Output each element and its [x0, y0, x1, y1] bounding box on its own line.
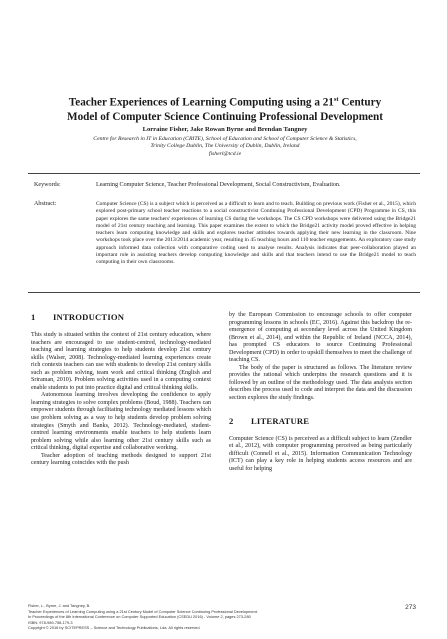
section-number: 1 — [31, 312, 36, 322]
divider-top — [28, 173, 420, 174]
intro-paragraph-continued: by the European Commission to encourage schools to offer computer programming lessons in schools (EC, 2016). Against this backdrop the re-emergence of computing at secondary level across the United Kingdom (Brown et al., 2014), and within the Republic of Ireland (NCCA, 2014), has prompted CS educators to source Continuing Professional Development (CPD) in order to upskill themselves to meet the challenge of teaching CS. — [229, 312, 412, 364]
right-column — [229, 312, 412, 473]
paper-title — [40, 93, 410, 124]
intro-paragraph-1: This study is situated within the context of 21st century education, where teachers are encouraged to use student-centred, technology-mediated teaching and learning strategies to help students develop 21st century skills (Walser, 2008). Technology-mediated learning experiences create rich contexts teachers can use with students to develop 21st century skills such as problem solving, team work and critical thinking (English and Sriraman, 2010). Problem solving activities used in a computing context enable students to put into practice digital and critical thinking skills. — [31, 332, 211, 391]
abstract-text: Computer Science (CS) is a subject which is perceived as a difficult to learn and to teach. Building on previous work (Fisher et al., 2015), which explored post-primary school teacher reactions to a social constructivist Continuing Professional Development (CPD) Programme in CS, this paper explores the same teachers' experiences of learning CS during the workshops. The CS CPD workshops were delivered using the Bridge21 model of 21st century teaching and learning. This paper examines the extent to which the Bridge21 activity model proved effective in helping teachers learn computing knowledge and skills and explores teacher attitudes towards applying their new learning in the classroom. Nine workshops took place over the 2013/2014 academic year, resulting in 45 teaching hours and 110 teacher engagements. An exploratory case study approach informed data collection with comparative coding used to analyse results. Analysis indicates that peer-collaboration played an important role in assisting teachers develop computing knowledge and skills and that teachers intend to use the Bridge21 model to teach computing in their own classrooms. — [96, 201, 416, 265]
citation-footer — [28, 603, 358, 631]
affiliation-line1: Centre for Research in IT in Education (CRITE), School of Education and School of Computer Science & Statistics, — [93, 136, 357, 142]
intro-paragraph-3: Teacher adoption of teaching methods designed to support 21st century learning coincides with the push — [31, 452, 211, 467]
footer-line-5: Copyright © 2016 by SCITEPRESS – Science and Technology Publications, Lda. All rights reserved — [28, 625, 200, 631]
abstract-label: Abstract: — [34, 201, 57, 207]
authors: Lorraine Fisher, Jake Rowan Byrne and Brendan Tangney — [142, 126, 308, 133]
divider-bottom — [28, 292, 420, 293]
title-line1-sup: st — [333, 96, 339, 103]
footer-line-4: ISBN: 978-989-758-179-3 — [28, 619, 73, 625]
literature-paragraph-1: Computer Science (CS) is perceived as a difficult subject to learn (Zendler et al., 2012), with computer programming perceived as being particularly difficult (Connell et al., 2015). Information Communication Technology (ICT) can play a key role in helping students access resources and are useful for helping — [229, 435, 412, 472]
title-line2: Model of Computer Science Continuing Professional Development — [67, 110, 383, 123]
section-number: 2 — [229, 415, 234, 426]
keywords-label: Keywords: — [34, 182, 61, 188]
keywords-text: Learning Computer Science, Teacher Professional Development, Social Constructivism, Evaluation. — [96, 182, 341, 188]
author-email: fisherl@tcd.ie — [208, 150, 242, 157]
footer-line-1: Fisher, L., Byrne, J. and Tangney, B. — [28, 603, 91, 608]
section-title: LITERATURE — [251, 415, 310, 426]
footer-line-3: In Proceedings of the 8th International Conference on Computer Supported Education (CSEDU 2016) - Volume 2, pages 273-280 — [28, 614, 251, 620]
footer-line-2: Teacher Experiences of Learning Computing using a 21st Century Model of Computer Science Continuing Professional Development. — [28, 608, 258, 614]
title-line1-b: Century — [338, 96, 382, 109]
section-title: INTRODUCTION — [53, 312, 125, 322]
affiliation — [30, 136, 420, 158]
left-column — [31, 312, 211, 468]
section-heading-introduction — [31, 312, 211, 322]
intro-paragraph-structure: The body of the paper is structured as follows. The literature review provides the rational which underpins the research questions and it is followed by an outline of the methodology used. The data analysis section describes the process used to code and interpret the data and the discussion section explores the study findings. — [229, 364, 412, 402]
title-line1-a: Teacher Experiences of Learning Computing using a 21 — [68, 96, 334, 109]
page-number: 273 — [405, 604, 416, 611]
section-heading-literature — [229, 416, 412, 426]
intro-paragraph-2: Autonomous learning involves developing the confidence to apply learning strategies to solve complex problems (Boud, 1988). Teachers can empower students through facilitating technology mediated lessons which use problem solving as a way to help students develop problem solving strategies (Smyth and Banks, 2012). Technology-mediated, student-centred learning environments enable teachers to help students learn problem solving while also learning other 21st century skills such as critical thinking, digital expertise and collaborative working. — [31, 392, 211, 452]
affiliation-line2: Trinity College Dublin, The University of Dublin, Dublin, Ireland — [150, 143, 300, 150]
